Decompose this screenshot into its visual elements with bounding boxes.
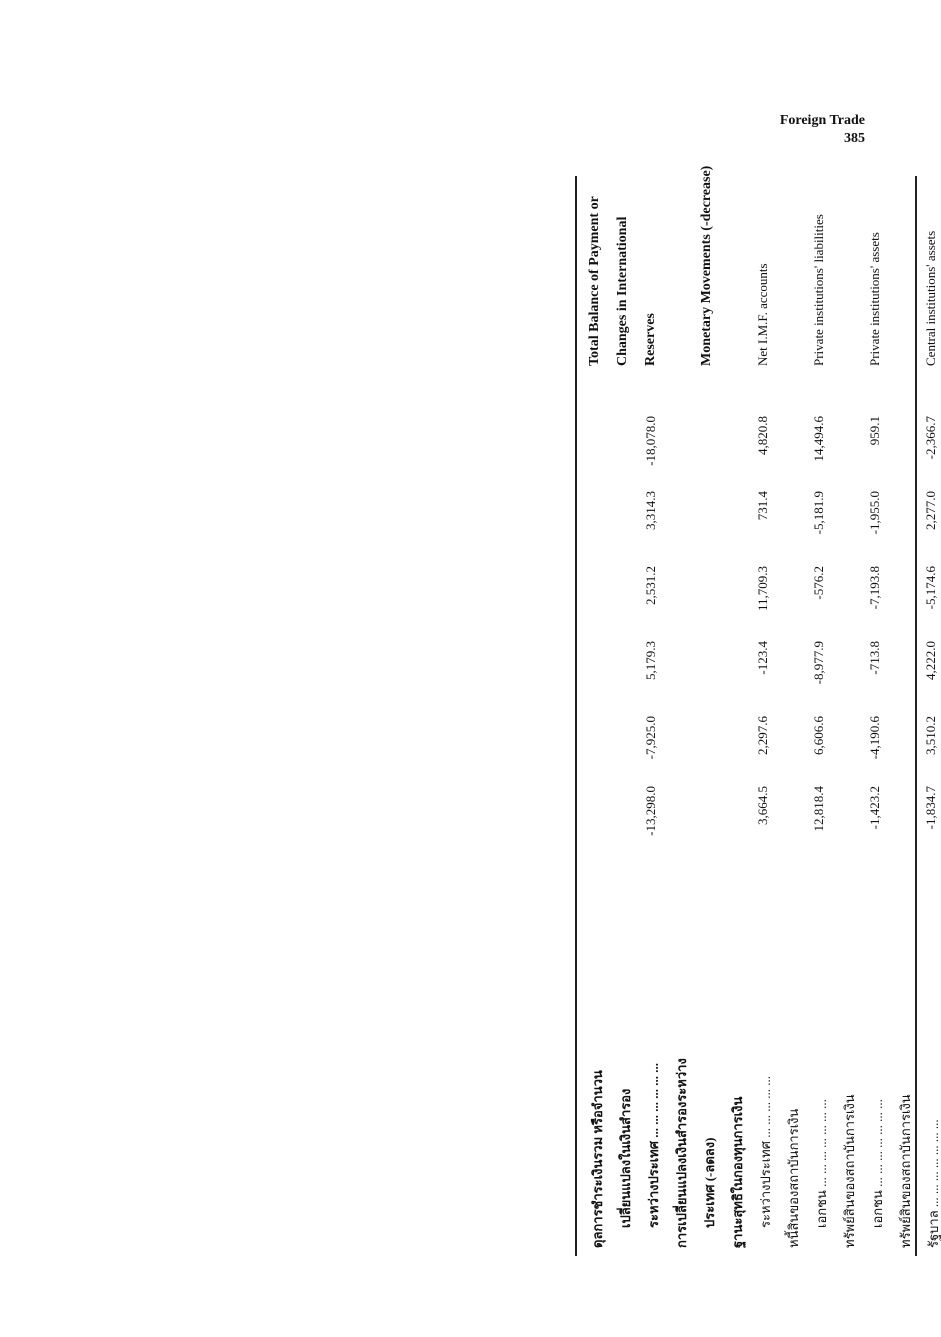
page-number: 385 — [844, 131, 865, 146]
value-cell: -13,298.0 — [643, 786, 658, 836]
table-row — [777, 176, 805, 1256]
row-label-thai: เอกชน ... ... ... ... ... ... ... — [870, 1099, 885, 1228]
row-label-thai: เอกชน ... ... ... ... ... ... ... — [814, 1099, 829, 1228]
balance-table — [581, 165, 941, 1256]
row-label-english: Central institutions' assets — [923, 230, 938, 366]
value-cell: -576.2 — [811, 566, 826, 600]
row-label-thai: ระหว่างประเทศ ... ... ... ... ... — [758, 1076, 773, 1228]
value-cell: -1,423.2 — [867, 786, 882, 830]
value-cell: -18,078.0 — [643, 416, 658, 466]
value-cell: 731.4 — [755, 491, 770, 521]
value-cell: -1,955.0 — [867, 491, 882, 535]
value-cell: 2,531.2 — [643, 566, 658, 605]
section-title: Foreign Trade — [779, 113, 865, 128]
row-label-english: Total Balance of Payment or — [587, 196, 602, 366]
value-cell: -4,190.6 — [867, 716, 882, 760]
value-cell: 2,277.0 — [923, 491, 938, 530]
value-cell: -7,193.8 — [867, 566, 882, 610]
row-label-thai: ทรัพย์สินของสถาบันการเงิน — [898, 1094, 913, 1248]
table-row — [749, 176, 777, 1256]
table-row — [609, 176, 637, 1256]
value-cell: -5,181.9 — [811, 491, 826, 535]
value-cell: 2,297.6 — [755, 716, 770, 755]
value-cell: 12,818.4 — [811, 786, 826, 832]
table-row — [581, 176, 609, 1256]
value-cell: 3,664.5 — [755, 786, 770, 825]
value-cell: -713.8 — [867, 641, 882, 675]
row-label-thai: ทรัพย์สินของสถาบันการเงิน — [842, 1094, 857, 1248]
value-cell: -8,977.9 — [811, 641, 826, 685]
table-row — [805, 176, 833, 1256]
value-cell: 959.1 — [867, 416, 882, 446]
page-header — [780, 112, 865, 148]
value-cell: -123.4 — [755, 641, 770, 675]
table-row — [721, 176, 749, 1256]
table-top-rule — [575, 176, 577, 1256]
value-cell: 5,179.3 — [643, 641, 658, 680]
table-row — [889, 176, 917, 1256]
table-row — [917, 176, 941, 1256]
row-label-thai: ฐานะสุทธิในกองทุนการเงิน — [730, 1096, 745, 1248]
table-row — [637, 176, 665, 1256]
value-cell: 11,709.3 — [755, 566, 770, 612]
value-cell: 4,820.8 — [755, 416, 770, 455]
row-label-thai: ประเทศ (-ลดลง) — [702, 1137, 717, 1228]
row-label-thai: ระหว่างประเทศ ... ... ... ... ... ... — [646, 1063, 661, 1228]
rotated-table-region — [575, 165, 941, 1256]
table-row — [861, 176, 889, 1256]
row-label-thai: ดุลการชำระเงินรวม หรือจำนวน — [590, 1070, 605, 1248]
table-row — [693, 165, 721, 1256]
row-label-english: Private institutions' liabilities — [811, 214, 826, 366]
table-row — [665, 176, 693, 1256]
row-label-english: Net I.M.F. accounts — [755, 263, 770, 366]
value-cell: 14,494.6 — [811, 416, 826, 462]
row-label-thai: การเปลี่ยนแปลงเงินสำรองระหว่าง — [674, 1058, 689, 1248]
row-label-thai: เปลี่ยนแปลงในเงินสำรอง — [618, 1088, 633, 1228]
value-cell: -2,366.7 — [923, 416, 938, 460]
value-cell: 6,606.6 — [811, 716, 826, 755]
value-cell: -5,174.6 — [923, 566, 938, 610]
value-cell: 3,510.2 — [923, 716, 938, 755]
table-bottom-rule — [915, 176, 917, 1256]
table-row — [833, 176, 861, 1256]
value-cell: 3,314.3 — [643, 491, 658, 530]
row-label-thai: หนี้สินของสถาบันการเงิน — [786, 1108, 801, 1248]
value-cell: 4,222.0 — [923, 641, 938, 680]
row-label-english: Monetary Movements (-decrease) — [699, 165, 714, 366]
value-cell: -1,834.7 — [923, 786, 938, 830]
row-label-thai: รัฐบาล ... ... ... ... ... ... ... — [926, 1119, 941, 1248]
row-label-english: Reserves — [643, 313, 658, 366]
row-label-english: Changes in International — [615, 216, 630, 366]
row-label-english: Private institutions' assets — [867, 232, 882, 366]
value-cell: -7,925.0 — [643, 716, 658, 760]
